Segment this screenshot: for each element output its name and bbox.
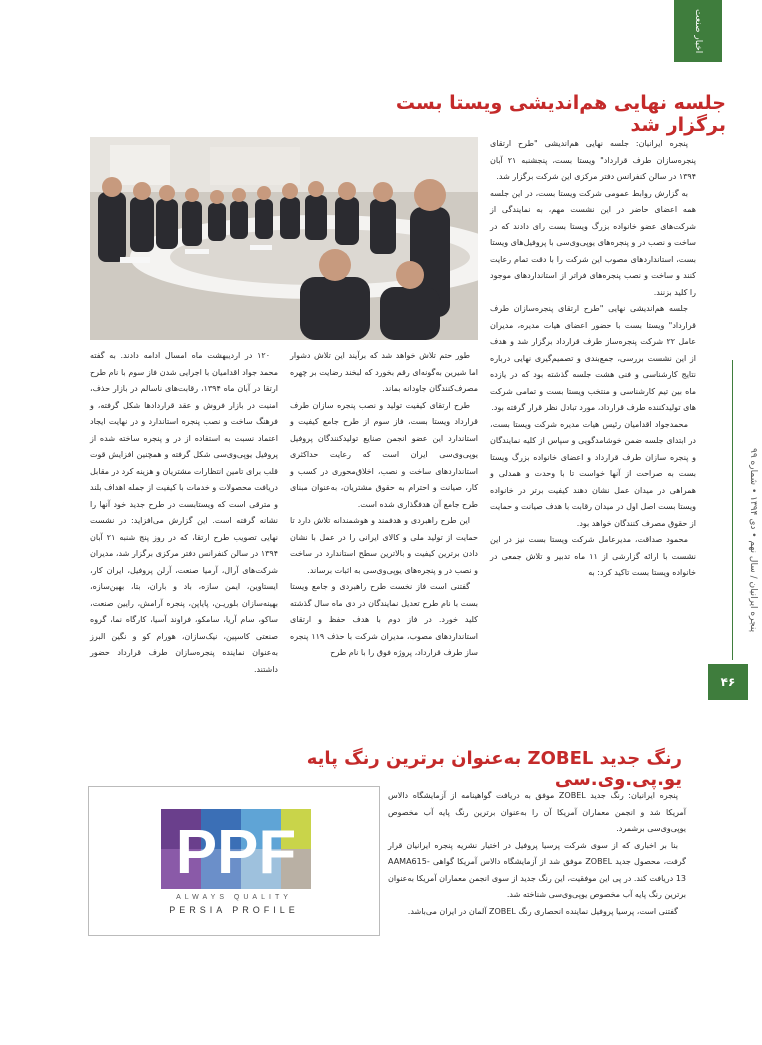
paragraph: طور حتم تلاش خواهد شد که برآیند این تلاش دشوار اما شیرین به‌گونه‌ای رقم بخورد که لبخند رضایت بر چهره مصرف‌کنندگان جاودانه بماند. [290, 351, 478, 393]
paragraph: گفتنی است فاز نخست طرح راهبردی و جامع ویستا بست با نام طرح تعدیل نمایندگان در دی ماه سال گذشته کلید خورد. در فاز دوم با هدف حفظ و ارتقای استانداردهای مصوب، مدیران شرکت با حذف ۱۱۹ پنجره ساز طرف قرارداد، پروژه فوق را با نام طرح [290, 582, 479, 657]
meeting-photo-illustration [90, 137, 478, 340]
paragraph: به گزارش روابط عمومی شرکت ویستا بست، در این جلسه همه اعضای حاضر در این نشست مهم، به نمایندگی از شرکت‌های عضو خانواده بزرگ ویستا بست رای دادند که در ساخت و نصب در و پنجره‌های یوپی‌وی‌سی با پروفیل‌های ویستا بست، استانداردهای مصوب این شرکت را با دقت تمام رعایت کنند و ساخت و نصب پنجره‌های فراتر از استانداردهای موجود را کلید بزنند. [490, 188, 696, 297]
paragraph: طرح ارتقای کیفیت تولید و نصب پنجره سازان طرف قرارداد ویستا بست، فاز سوم از طرح جامع کیفیت و استاندارد این عضو انجمن صنایع تولیدکنندگان پروفیل یوپی‌وی‌سی ایران است که رعایت حداکثری استانداردهای ساخت و نصب، اخلاق‌محوری در کسب و کار، صیانت و احترام به حقوق مشتریان، به‌عنوان مبنای طرح جامع آن هدفگذاری شده است. [290, 400, 478, 509]
persia-profile-logo [88, 786, 380, 936]
article2-title: رنگ جدید ZOBEL به‌عنوان برترین رنگ پایه یو.پی.وی.سی [306, 748, 682, 790]
paragraph: محمود صداقت، مدیرعامل شرکت ویستا بست نیز در این نشست با ارائه گزارشی از ۱۱ ماه تدبیر و تلاش جمعی در خانواده ویستا بست تاکید کرد: به [490, 535, 697, 577]
paragraph: این طرح راهبردی و هدفمند و هوشمندانه تلاش دارد تا حمایت از تولید ملی و کالای ایرانی را در عمل با نشان دادن برترین کیفیت و بالاترین سطح استاندارد در ساخت و نصب در و پنجره‌های یوپی‌وی‌سی به اثبات برساند. [290, 516, 478, 575]
paragraph: بنا بر اخباری که از سوی شرکت پرسیا پروفیل در اختیار نشریه پنجره ایرانیان قرار گرفت، محصول جدید ZOBEL موفق شد از آزمایشگاه دالاس آمریکا گواهی AAMA615-13 دریافت کند. در پی این موفقیت، این رنگ جدید از سوی انجمن معماران آمریکا به‌عنوان برترین رنگ پایه آب مخصوص یوپی‌وی‌سی شناخته شد. [388, 840, 686, 899]
article1-column-right [490, 136, 696, 722]
logo-name: PERSIA PROFILE [169, 905, 299, 915]
article1-column-middle [290, 348, 478, 722]
running-footer: پنجره ایرانیان / سال نهم • دی ۱۳۹۴ • شماره ۹۹ [748, 447, 758, 633]
meeting-photo [90, 137, 478, 340]
margin-rule [732, 360, 733, 660]
paragraph: پنجره ایرانیان: جلسه نهایی هم‌اندیشی "طرح ارتقای پنجره‌سازان طرف قرارداد" ویستا بست، پنجشنبه ۲۱ آبان ۱۳۹۴ در سالن کنفرانس دفتر مرکزی این شرکت برگزار شد. [490, 139, 696, 181]
ppf-logo-mark [89, 787, 379, 935]
paragraph: جلسه هم‌اندیشی نهایی "طرح ارتقای پنجره‌سازان طرف قرارداد" ویستا بست با حضور اعضای هیات مدیره، مدیران عامل ۲۲ شرکت پنجره‌ساز طرف قرارداد برگزار شد و هدف از این نشست بررسی، جمع‌بندی و تصمیم‌گیری نهایی درباره نتایج کارشناسی و فنی هشت جلسه گذشته بود که در یازده ماه بین تیم کارشناسی و منتخب ویستا بست و تمامی شرکت های تولیدکننده طرف قرارداد، مورد تبادل نظر قرار گرفته بود. [490, 304, 696, 412]
article-title: جلسه نهایی هم‌اندیشی ویستا بست برگزار شد [395, 92, 726, 136]
article2-body [388, 788, 686, 938]
paragraph: ۱۲۰ در اردیبهشت ماه امسال ادامه دادند. به گفته محمد جواد اقدامیان با اجرایی شدن فاز سوم با نام طرح ارتقا در آبان ماه ۱۳۹۴، رقابت‌های ناسالم در بازار حذف، امنیت در بازار فروش و عقد قراردادها شکل گرفته، و فرهنگ ساخت و نصب پنجره استاندارد و در نهایت ایجاد اعتماد نسبت به استفاده از در و پنجره ساخته شده از پروفیل یوپی‌وی‌سی شکل گرفته و همچنین افزایش قوت قلب برای تامین انتظارات مشتریان و هزینه کرد در مقابل دریافت محصولات و خدمات با کیفیت از جمله اهداف بلند و مترقی است که ویستابست در طرح جدید خود آنها را نشانه گرفته است. این گزارش می‌افزاید: در نشست نهایی تصویب طرح ارتقا، که در روز پنج شنبه ۲۱ آبان ۱۳۹۴ در سالن کنفرانس دفتر مرکزی برگزار شد، مدیران شرکت‌های آرال، آرمیا صنعت، آرلن پروفیل، ایران کار، ایستاوین، ایمن سازه، باد و باران، بتا، بهین‌سازه، بهینه‌سازان بلوریـن، پایاپن، پنجره آرامش، رایین صنعت، ساکو، سام آریا، سامکو، فراوند آسیا، کارگاه نما، گروه صنعتی کاسپین، نیک‌سازان، هورام کو و نگین البرز به‌عنوان نماینده پنجره‌سازان طرف قرارداد حضور داشتند. [90, 351, 278, 674]
article1-column-left [90, 348, 278, 722]
paragraph: پنجره ایرانیان: رنگ جدید ZOBEL موفق به دریافت گواهینامه از آزمایشگاه دالاس آمریکا شد و انجمن معماران آمریکا آن را به‌عنوان برترین رنگ پایه آب مخصوص یوپی‌وی‌سی برشمرد. [388, 791, 686, 833]
paragraph: گفتنی است، پرسیا پروفیل نماینده انحصاری رنگ ZOBEL آلمان در ایران می‌باشد. [407, 906, 678, 916]
section-tab [645, 0, 722, 62]
logo-mark-text: PPF [175, 818, 297, 887]
section-tab-label: اخبار صنعت پنجره [645, 8, 703, 54]
paragraph: محمدجواد اقدامیان رئیس هیات مدیره شرکت ویستا بست، در ابتدای جلسه ضمن خوشامدگویی و سپاس از کلیه نمایندگان و پنجره سازان طرف قرارداد و اعضای خانواده بزرگ ویستا بست به صراحت از آنها خواست تا با وحدت و همدلی و همراهی در میدان عمل نشان دهند کیفیت برتر در خانواده ویستا بست اصل اول در میدان رقابت با هدف صیانت و حمایت از حقوق مصرف کنندگان خواهد بود. [490, 419, 696, 528]
logo-tagline: ALWAYS QUALITY [176, 894, 292, 901]
page-number: ۴۶ [720, 675, 736, 689]
